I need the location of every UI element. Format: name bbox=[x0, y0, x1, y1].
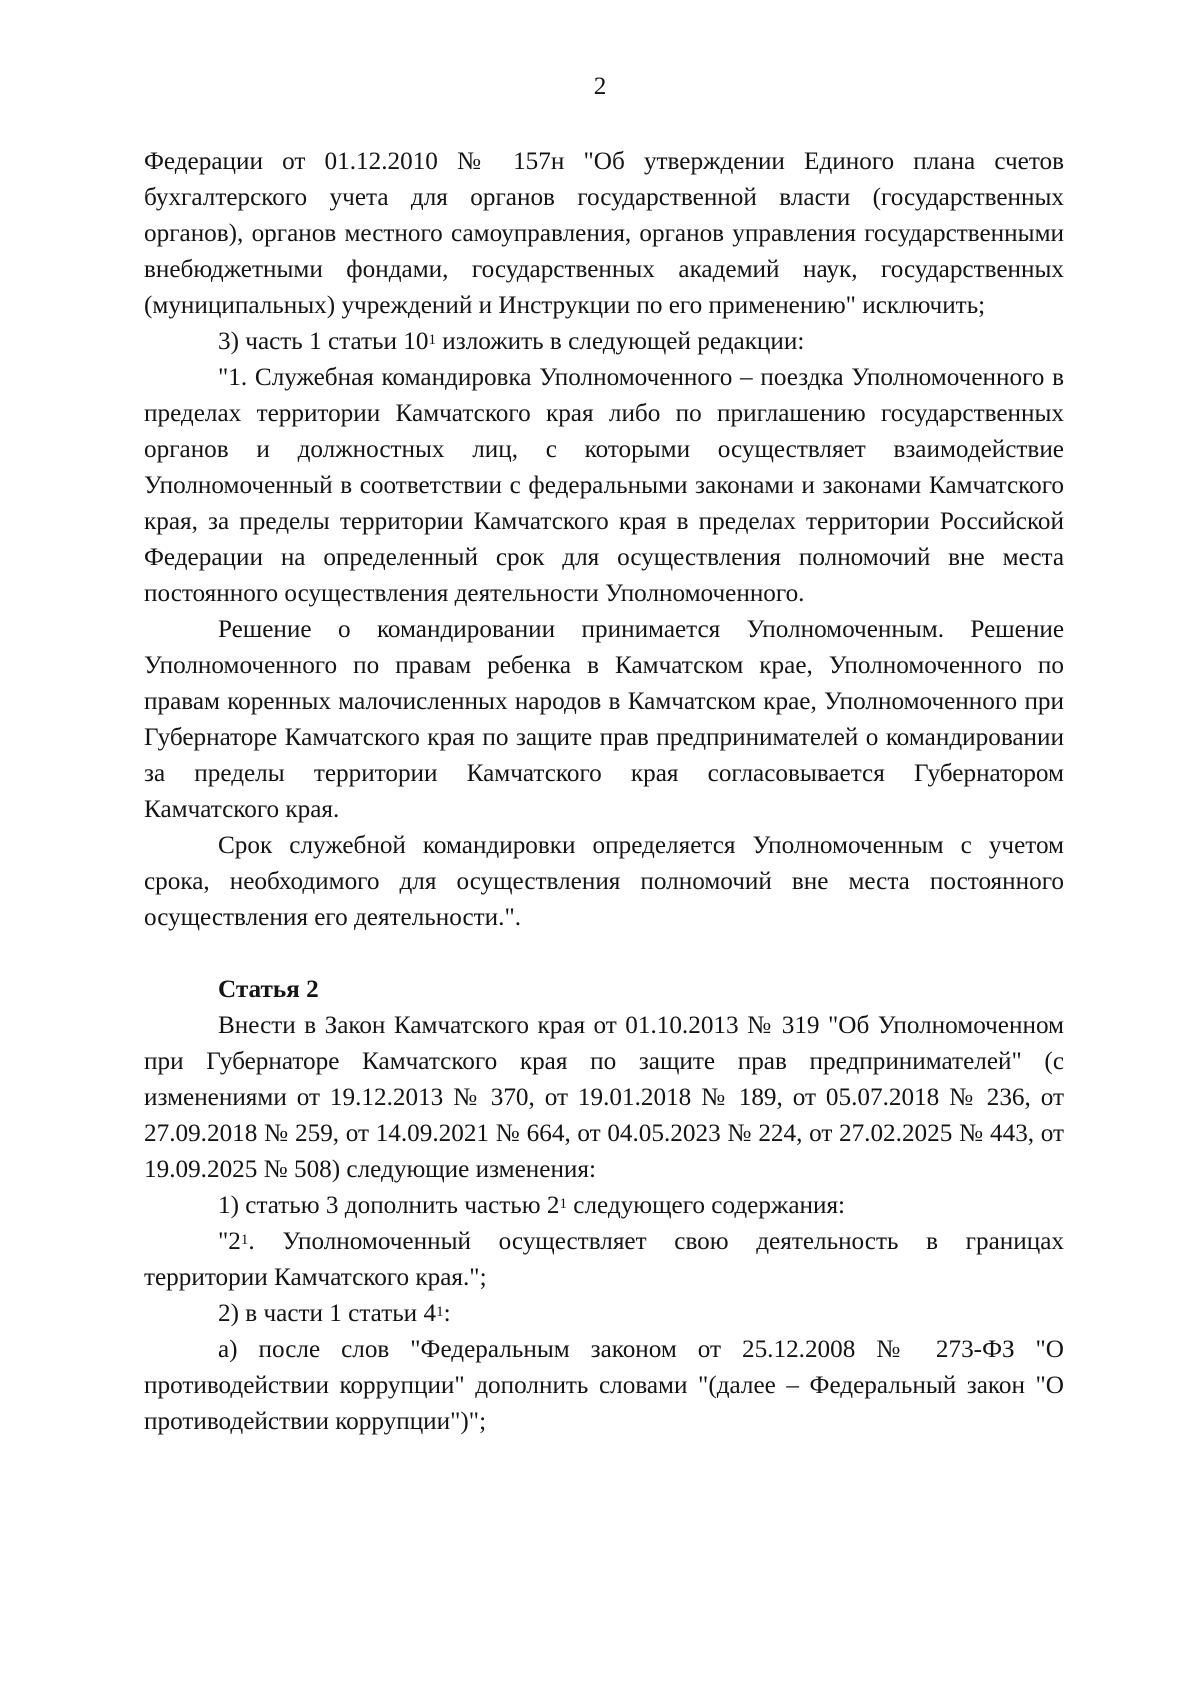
quote-paragraph-2: Решение о командировании принимается Уполномоченным. Решение Уполномоченного по правам ребенка в Камчатском крае, Уполномоченного по правам коренных малочисленных народов в Камчатском крае, Уполномоченного при Губернаторе Камчатского края по защите прав предпринимателей о командировании за пределы территории Камчатского края согласовывается Губернатором Камчатского края. bbox=[144, 616, 1064, 823]
article-2-item-2-sup: 1 bbox=[436, 1304, 444, 1320]
quote-paragraph-1: "1. Служебная командировка Уполномоченного – поездка Уполномоченного в пределах территории Камчатского края либо по приглашению государственных органов и должностных лиц, с которыми осуществляет взаимодействие Уполномоченный в соответствии с федеральными законами и законами Камчатского края, за пределы территории Камчатского края в пределах территории Российской Федерации на определенный срок для осуществления полномочий вне места постоянного осуществления деятельности Уполномоченного. bbox=[144, 364, 1064, 607]
article-2-item-1-prefix: 1) статью 3 дополнить частью 2 bbox=[218, 1192, 560, 1219]
article-2-item-2a: а) после слов "Федеральным законом от 25.12.2008 № 273-ФЗ "О противодействии коррупции" дополнить словами "(далее – Федеральный закон "О противодействии коррупции")"; bbox=[144, 1336, 1064, 1435]
paragraph-continuation: Федерации от 01.12.2010 № 157н "Об утверждении Единого плана счетов бухгалтерского учета для органов государственной власти (государственных органов), органов местного самоуправления, органов управления государственными внебюджетными фондами, государственных академий наук, государственных (муниципальных) учреждений и Инструкции по его применению" исключить; bbox=[144, 148, 1064, 319]
article-2-item-1-sup: 1 bbox=[559, 1196, 567, 1212]
article-2-item-2 bbox=[144, 1296, 1064, 1332]
article-2-intro: Внести в Закон Камчатского края от 01.10.2013 № 319 "Об Уполномоченном при Губернаторе Камчатского края по защите прав предпринимателей" (с изменениями от 19.12.2013 № 370, от 19.01.2018 № 189, от 05.07.2018 № 236, от 27.09.2018 № 259, от 14.09.2021 № 664, от 04.05.2023 № 224, от 27.02.2025 № 443, от 19.09.2025 № 508) следующие изменения: bbox=[144, 1012, 1064, 1183]
item-3-sup: 1 bbox=[428, 332, 436, 348]
article-2-item-1 bbox=[144, 1188, 1064, 1224]
article-2-item-2-suffix: : bbox=[443, 1300, 451, 1327]
item-3-prefix: 3) часть 1 статьи 10 bbox=[218, 328, 429, 355]
document-body bbox=[144, 144, 1064, 1440]
quote-paragraph-3: Срок служебной командировки определяется Уполномоченным с учетом срока, необходимого для осуществления полномочий вне места постоянного осуществления его деятельности.". bbox=[144, 832, 1064, 931]
article-2-item-1-quote-suffix: . Уполномоченный осуществляет свою деятельность в границах территории Камчатского края."; bbox=[144, 1228, 1064, 1291]
article-2-item-2-prefix: 2) в части 1 статьи 4 bbox=[218, 1300, 437, 1327]
article-2-item-1-quote-sup: 1 bbox=[240, 1232, 249, 1248]
page-number: 2 bbox=[593, 73, 607, 100]
item-3 bbox=[144, 324, 1064, 360]
article-2-item-1-quote bbox=[144, 1224, 1064, 1296]
article-2-heading: Статья 2 bbox=[218, 976, 319, 1003]
article-2-item-1-suffix: следующего содержания: bbox=[567, 1192, 846, 1219]
item-3-suffix: изложить в следующей редакции: bbox=[435, 328, 805, 355]
article-2-item-1-quote-prefix: "2 bbox=[218, 1228, 241, 1255]
